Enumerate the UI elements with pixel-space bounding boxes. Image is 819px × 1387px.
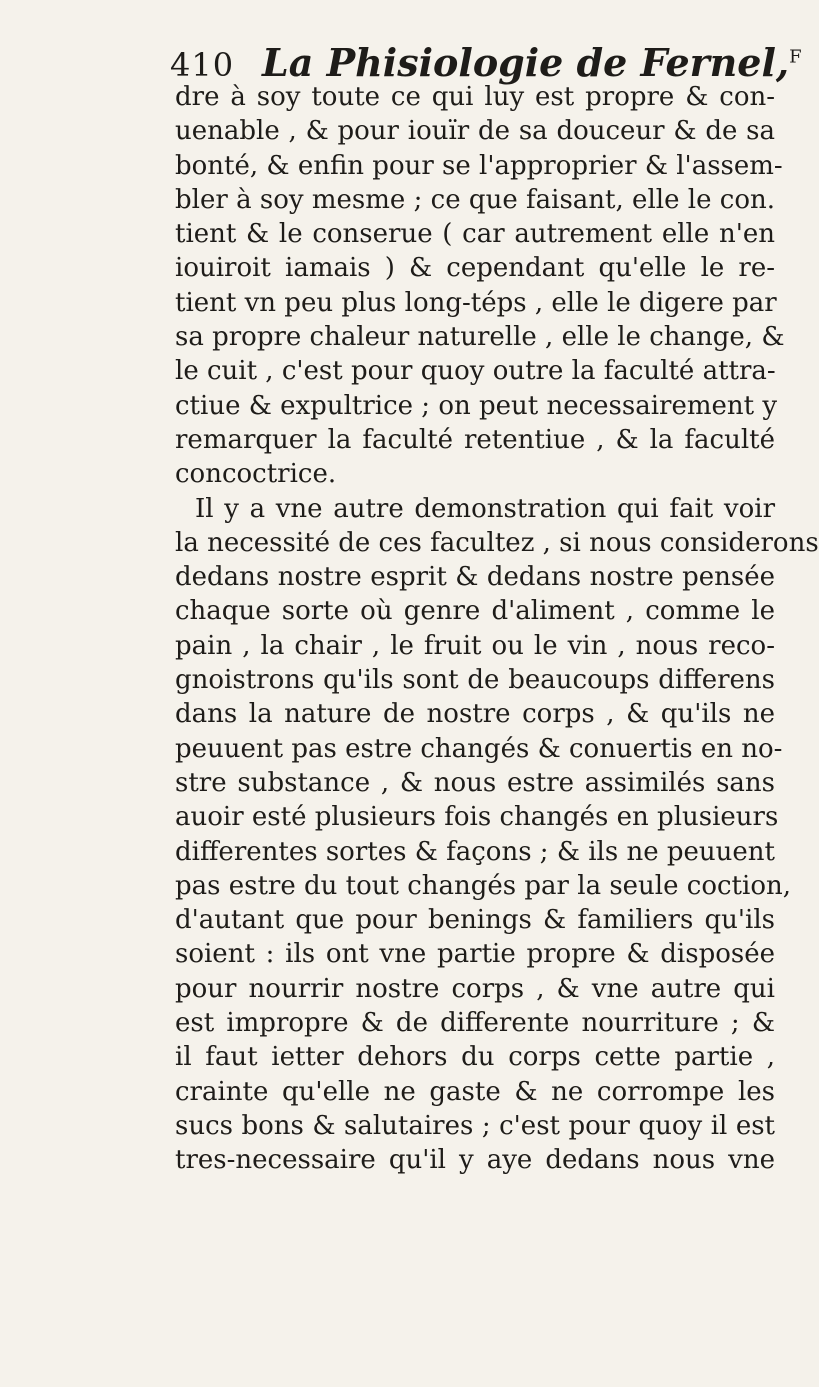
page-number: 410 [170,46,235,84]
text-line: auoir esté plusieurs fois changés en plusieurs [175,802,779,833]
text-line: sa propre chaleur naturelle , elle le change, & [175,322,785,353]
text-line: est impropre & de differente nourriture ; & [175,1008,775,1039]
text-line: il faut ietter dehors du corps cette partie , [175,1042,775,1073]
text-line: peuuent pas estre changés & conuertis en no- [175,733,783,764]
text-line: dans la nature de nostre corps , & qu'ils ne [175,699,775,730]
text-line: crainte qu'elle ne gaste & ne corrompe les [175,1076,775,1107]
text-line: stre substance , & nous estre assimilés sans [175,767,775,798]
text-line: le cuit , c'est pour quoy outre la faculté attra- [175,356,776,387]
text-line: Il y a vne autre demonstration qui fait voir [195,493,775,524]
text-line: pour nourrir nostre corps , & vne autre qui [175,973,775,1004]
text-line: iouiroit iamais ) & cependant qu'elle le re- [175,253,775,284]
text-line: uenable , & pour iouïr de sa douceur & de sa [175,116,775,147]
running-title-text: La Phisiologie de Fernel, [262,40,790,85]
text-line: bler à soy mesme ; ce que faisant, elle le con. [175,184,775,215]
signature-mark: F [789,46,802,68]
text-line: la necessité de ces facultez , si nous considerons [175,527,819,558]
body-text [175,80,819,1178]
text-line: tient & le conserue ( car autrement elle n'en [175,219,775,250]
text-line: sucs bons & salutaires ; c'est pour quoy il est [175,1110,775,1141]
text-line: d'autant que pour benings & familiers qu'ils [175,905,775,936]
text-line: pain , la chair , le fruit ou le vin , nous reco- [175,630,775,661]
text-line: differentes sortes & façons ; & ils ne peuuent [175,836,775,867]
text-line: chaque sorte où genre d'aliment , comme le [175,596,775,627]
text-line: pas estre du tout changés par la seule coction, [175,870,791,901]
text-line: dre à soy toute ce qui luy est propre & con- [175,82,775,112]
running-title [262,40,802,85]
text-line: tres-necessaire qu'il y aye dedans nous vne [175,1145,775,1176]
text-line: dedans nostre esprit & dedans nostre pensée [175,562,775,593]
text-line: ctiue & expultrice ; on peut necessairement y [175,390,778,421]
text-line: remarquer la faculté retentiue , & la faculté [175,424,775,455]
text-line: tient vn peu plus long-téps , elle le digere par [175,287,777,318]
text-line: gnoistrons qu'ils sont de beaucoups differens [175,665,775,696]
text-line: bonté, & enfin pour se l'approprier & l'assem- [175,150,783,181]
text-line: soient : ils ont vne partie propre & disposée [175,939,775,970]
text-line: concoctrice. [175,459,337,490]
